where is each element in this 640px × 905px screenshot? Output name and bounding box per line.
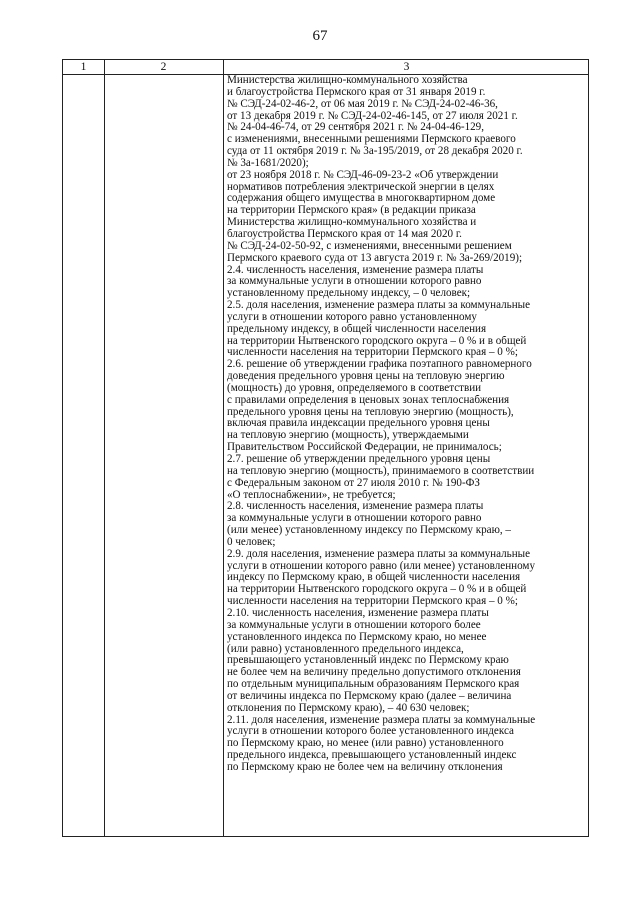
- text-line: на территории Нытвенского городского округа – 0 % и в общей: [227, 335, 527, 347]
- text-line: установленному предельному индексу, – 0 человек;: [227, 288, 471, 300]
- text-line: предельного индекса, превышающего установленный индекс: [227, 750, 517, 762]
- text-line: 2.10. численность населения, изменение размера платы: [227, 607, 489, 619]
- page-number: 67: [312, 28, 328, 44]
- text-line: численности населения на территории Пермского края – 0 %;: [227, 596, 518, 608]
- text-line: предельному индексу, в общей численности населения: [227, 323, 487, 335]
- text-line: от 13 декабря 2019 г. № СЭД-24-02-46-145, от 27 июля 2021 г.: [227, 110, 518, 122]
- text-line: не более чем на величину предельно допустимого отклонения: [227, 667, 521, 679]
- text-line: доведения предельного уровня цены на тепловую энергию: [227, 371, 505, 383]
- text-line: индексу по Пермскому краю, в общей численности населения: [227, 572, 521, 584]
- text-line: 2.4. численность населения, изменение размера платы: [227, 264, 484, 276]
- text-line: нормативов потребления электрической энергии в целях: [227, 181, 495, 193]
- text-line: по Пермскому краю, но менее (или равно) установленного: [227, 738, 504, 750]
- text-line: Правительством Российской Федерации, не принималось;: [227, 442, 502, 454]
- text-line: предельного уровня цены на тепловую энергию (мощность),: [227, 406, 514, 418]
- column-header-3: 3: [403, 61, 410, 73]
- text-line: за коммунальные услуги в отношении которого равно: [227, 513, 482, 525]
- text-line: на территории Нытвенского городского округа – 0 % и в общей: [227, 584, 527, 596]
- text-line: услуги в отношении которого более установленного индекса: [227, 726, 514, 738]
- text-line: услуги в отношении которого равно установленному: [227, 311, 477, 323]
- text-line: превышающего установленный индекс по Пермскому краю: [227, 655, 509, 667]
- text-line: (или равно) установленного предельного индекса,: [227, 643, 464, 655]
- text-line: суда от 11 октября 2019 г. № 3а-195/2019, от 28 декабря 2020 г.: [227, 146, 523, 158]
- column-divider: [104, 60, 105, 836]
- text-line: за коммунальные услуги в отношении которого равно: [227, 276, 482, 288]
- text-line: 2.6. решение об утверждении графика поэтапного равномерного: [227, 359, 532, 371]
- text-line: от величины индекса по Пермскому краю (далее – величина: [227, 690, 512, 702]
- text-line: (мощность) до уровня, определяемого в соответствии: [227, 382, 482, 394]
- column-header-1: 1: [80, 61, 87, 73]
- text-line: услуги в отношении которого равно (или менее) установленному: [227, 560, 536, 572]
- text-line: от 23 ноября 2018 г. № СЭД-46-09-23-2 «Об утверждении: [227, 169, 499, 181]
- text-line: Министерства жилищно-коммунального хозяйства: [227, 75, 468, 86]
- text-line: 2.7. решение об утверждении предельного уровня цены: [227, 454, 491, 465]
- text-line: с Федеральным законом от 27 июля 2010 г. № 190-ФЗ: [227, 477, 480, 489]
- text-line: с изменениями, внесенными решениями Пермского краевого: [227, 134, 516, 146]
- text-line: отклонения по Пермскому краю), – 40 630 человек;: [227, 702, 470, 714]
- text-line: 2.11. доля населения, изменение размера платы за коммунальные: [227, 714, 536, 726]
- text-line: (или менее) установленному индексу по Пермскому краю, –: [227, 525, 511, 537]
- text-line: и благоустройства Пермского края от 31 января 2019 г.: [227, 86, 486, 98]
- text-line: 2.9. доля населения, изменение размера платы за коммунальные: [227, 548, 531, 560]
- text-line: № СЭД-24-02-50-92, с изменениями, внесенными решением: [227, 240, 512, 252]
- text-line: 0 человек;: [227, 536, 276, 548]
- text-line: содержания общего имущества в многоквартирном доме: [227, 193, 496, 205]
- document-table: [62, 59, 589, 837]
- column-3-text: [227, 75, 589, 774]
- text-line: № 24-04-46-74, от 29 сентября 2021 г. № 24-04-46-129,: [227, 122, 484, 134]
- text-line: численности населения на территории Пермского края – 0 %;: [227, 347, 518, 359]
- text-line: по отдельным муниципальным образованиям Пермского края: [227, 679, 520, 691]
- text-line: установленного индекса по Пермскому краю, но менее: [227, 631, 487, 643]
- text-line: Министерства жилищно-коммунального хозяйства и: [227, 217, 477, 229]
- text-line: 2.8. численность населения, изменение размера платы: [227, 501, 484, 513]
- column-divider: [223, 60, 224, 836]
- text-line: с правилами определения в ценовых зонах теплоснабжения: [227, 394, 510, 406]
- text-line: на территории Пермского края» (в редакции приказа: [227, 205, 476, 217]
- text-line: «О теплоснабжении», не требуется;: [227, 489, 396, 501]
- text-line: включая правила индексации предельного уровня цены: [227, 418, 490, 430]
- text-line: на тепловую энергию (мощность), утверждаемыми: [227, 430, 469, 442]
- text-line: Пермского краевого суда от 13 августа 2019 г. № 3а-269/2019);: [227, 252, 523, 264]
- column-header-2: 2: [160, 61, 167, 73]
- text-line: № СЭД-24-02-46-2, от 06 мая 2019 г. № СЭД-24-02-46-36,: [227, 98, 498, 110]
- text-line: за коммунальные услуги в отношении которого более: [227, 619, 481, 631]
- text-line: по Пермскому краю не более чем на величину отклонения: [227, 761, 503, 773]
- text-line: 2.5. доля населения, изменение размера платы за коммунальные: [227, 300, 531, 312]
- text-line: № 3а-1681/2020);: [227, 157, 309, 169]
- text-line: благоустройства Пермского края от 14 мая 2020 г.: [227, 228, 462, 240]
- text-line: на тепловую энергию (мощность), принимаемого в соответствии: [227, 465, 535, 477]
